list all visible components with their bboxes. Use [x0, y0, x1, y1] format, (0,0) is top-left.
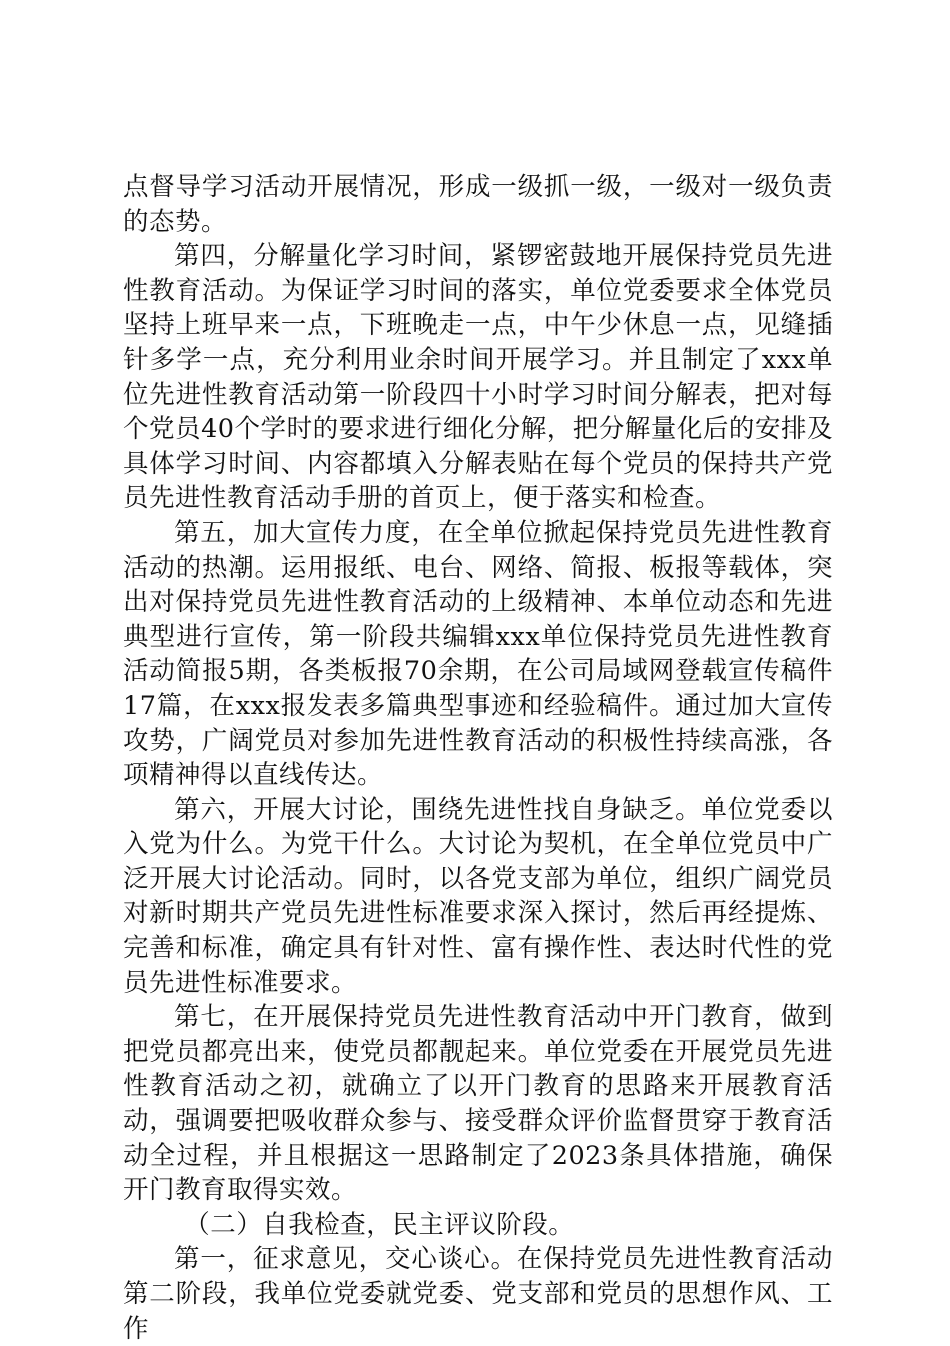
- section-heading: （二）自我检查，民主评议阶段。: [184, 1209, 575, 1240]
- paragraph-first-of-section: 第一，征求意见，交心谈心。在保持党员先进性教育活动第二阶段，我单位党委就党委、党支部和党员的思想作风、工作: [123, 1244, 833, 1344]
- paragraph-seventh: 第七，在开展保持党员先进性教育活动中开门教育，做到把党员都亮出来，使党员都靓起来。单位党委在开展党员先进性教育活动之初，就确立了以开门教育的思路来开展教育活动，强调要把吸收群众参与、接受群众评价监督贯穿于教育活动全过程，并且根据这一思路制定了2023条具体措施，确保开门教育取得实效。: [123, 1002, 833, 1206]
- paragraph-fourth: 第四，分解量化学习时间，紧锣密鼓地开展保持党员先进性教育活动。为保证学习时间的落实，单位党委要求全体党员坚持上班早来一点，下班晚走一点，中午少休息一点，见缝插针多学一点，充分利用业余时间开展学习。并且制定了xxx单位先进性教育活动第一阶段四十小时学习时间分解表，把对每个党员40个学时的要求进行细化分解，把分解量化后的安排及具体学习时间、内容都填入分解表贴在每个党员的保持共产党员先进性教育活动手册的首页上，便于落实和检查。: [123, 241, 833, 514]
- paragraph-sixth: 第六，开展大讨论，围绕先进性找自身缺乏。单位党委以入党为什么。为党干什么。大讨论为契机，在全单位党员中广泛开展大讨论活动。同时，以各党支部为单位，组织广阔党员对新时期共产党员先进性标准要求深入探讨，然后再经提炼、完善和标准，确定具有针对性、富有操作性、表达时代性的党员先进性标准要求。: [123, 794, 833, 998]
- paragraph-fifth: 第五，加大宣传力度，在全单位掀起保持党员先进性教育活动的热潮。运用报纸、电台、网络、简报、板报等载体，突出对保持党员先进性教育活动的上级精神、本单位动态和先进典型进行宣传，第一阶段共编辑xxx单位保持党员先进性教育活动简报5期，各类板报70余期，在公司局域网登载宣传稿件17篇，在xxx报发表多篇典型事迹和经验稿件。通过加大宣传攻势，广阔党员对参加先进性教育活动的积极性持续高涨，各项精神得以直线传达。: [123, 517, 833, 791]
- document-body: [123, 170, 833, 1346]
- paragraph-continuation: 点督导学习活动开展情况，形成一级抓一级，一级对一级负责的态势。: [123, 172, 833, 237]
